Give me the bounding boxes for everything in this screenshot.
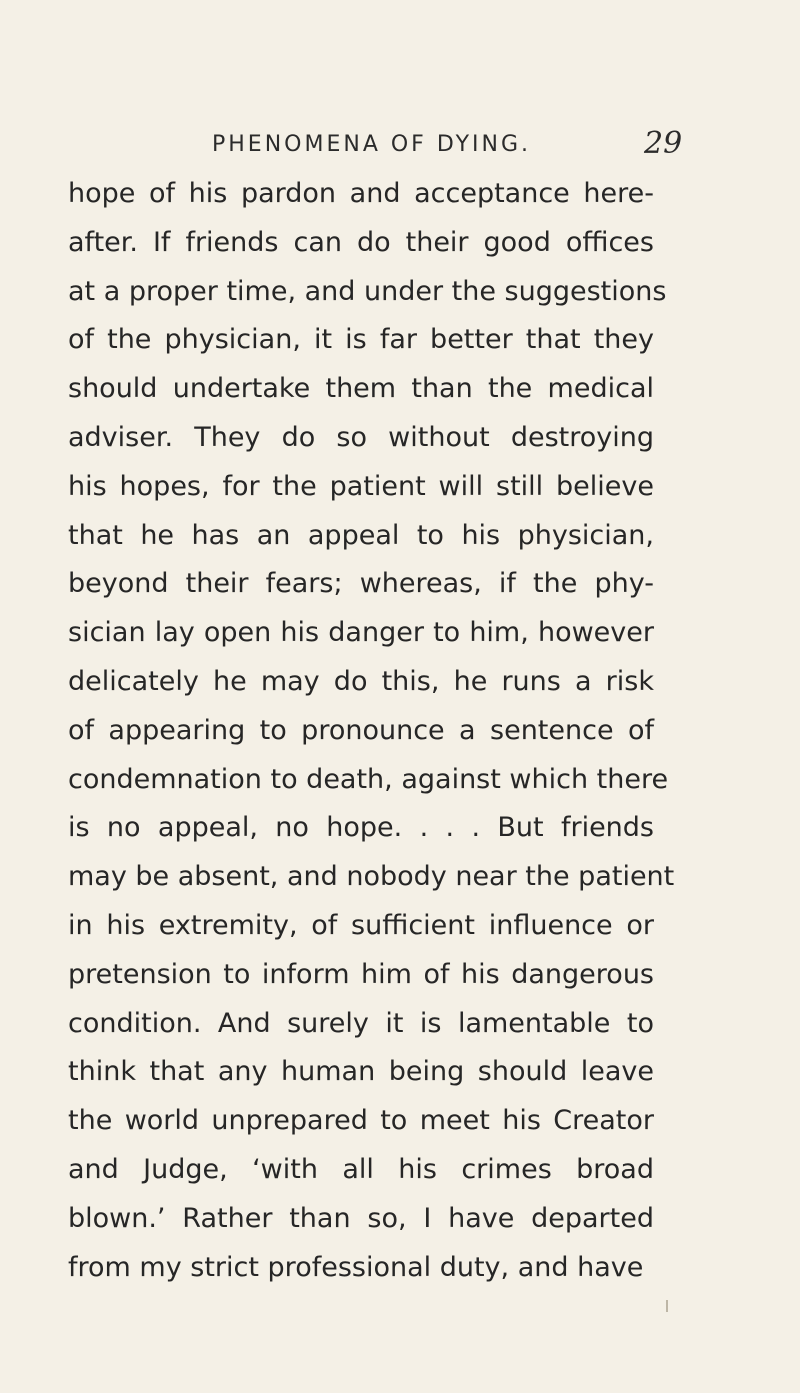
text-line: is no appeal, no hope. . . . But friends [68, 812, 654, 844]
text-line: after. If friends can do their good offices [68, 226, 654, 258]
text-line: that he has an appeal to his physician, [68, 519, 654, 551]
text-line: beyond their fears; whereas, if the phy- [68, 568, 654, 600]
text-line: think that any human being should leave [68, 1056, 654, 1088]
text-line: his hopes, for the patient will still believe [68, 470, 654, 502]
text-line: from my strict professional duty, and have [68, 1251, 644, 1283]
text-line: pretension to inform him of his dangerous [68, 958, 654, 990]
text-line: delicately he may do this, he runs a risk [68, 665, 654, 697]
text-line: in his extremity, of sufficient influence or [68, 909, 654, 941]
page-number: 29 [644, 126, 683, 161]
print-mark [666, 1300, 668, 1312]
text-line: sician lay open his danger to him, however [68, 617, 654, 649]
text-line: may be absent, and nobody near the patient [68, 861, 675, 893]
body-text [68, 170, 675, 1292]
text-line: of appearing to pronounce a sentence of [68, 714, 654, 746]
text-line: of the physician, it is far better that they [68, 324, 654, 356]
text-line: the world unprepared to meet his Creator [68, 1105, 654, 1137]
text-line: condition. And surely it is lamentable to [68, 1007, 654, 1039]
text-line: should undertake them than the medical [68, 373, 654, 405]
text-line: blown.’ Rather than so, I have departed [68, 1202, 654, 1234]
text-line: at a proper time, and under the suggestions [68, 275, 667, 307]
text-line: hope of his pardon and acceptance here- [68, 178, 654, 209]
text-line: adviser. They do so without destroying [68, 421, 654, 453]
text-line: condemnation to death, against which there [68, 763, 669, 795]
running-head [212, 126, 692, 168]
running-title: PHENOMENA OF DYING. [212, 132, 531, 157]
text-line: and Judge, ‘with all his crimes broad [68, 1153, 654, 1185]
